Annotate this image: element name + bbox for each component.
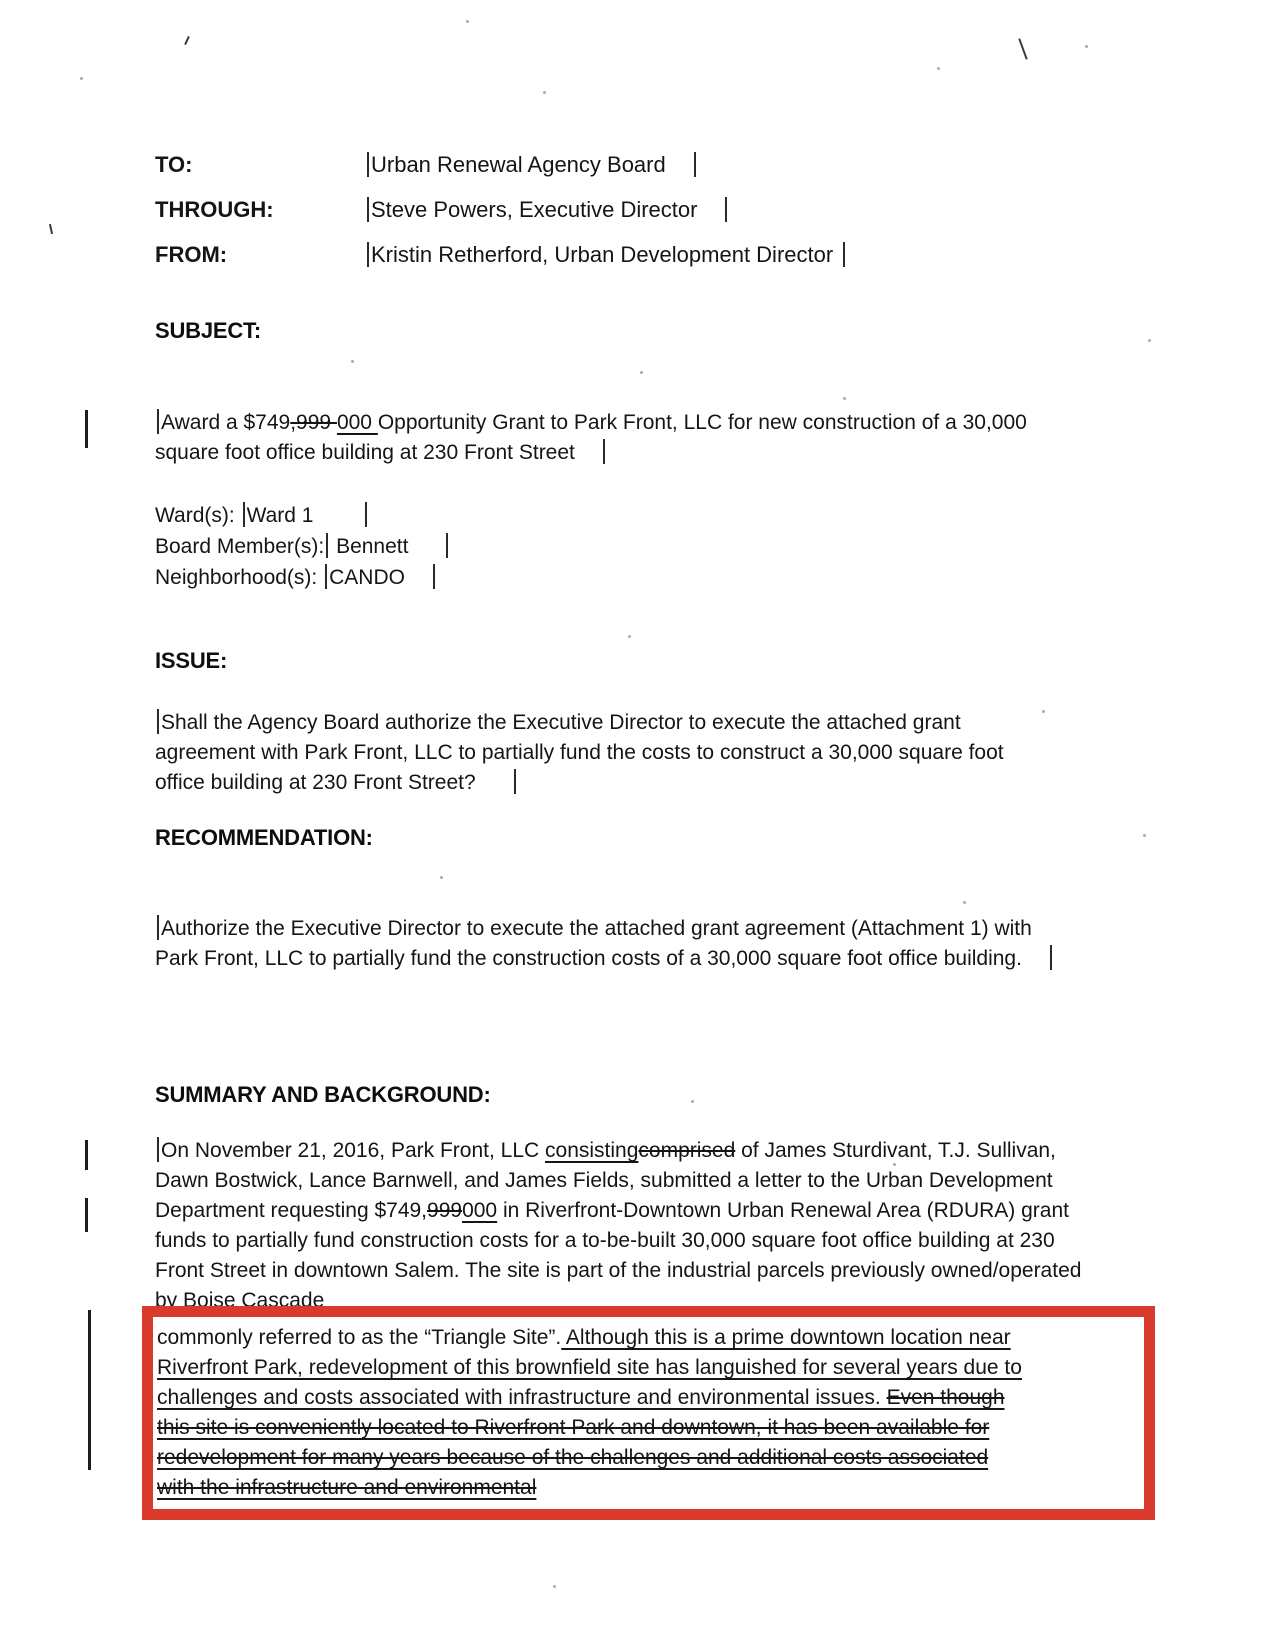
change-bar-subject xyxy=(85,410,88,448)
scan-dot xyxy=(843,397,846,400)
recommendation-paragraph xyxy=(155,914,1070,974)
scan-dot xyxy=(466,20,469,23)
scan-dot xyxy=(937,67,940,70)
summary-text-pre: On November 21, 2016, Park Front, LLC xyxy=(161,1139,546,1162)
ward-value: Ward 1 xyxy=(246,504,314,527)
scan-mark xyxy=(157,709,159,734)
scan-mark xyxy=(157,409,159,434)
neighborhood-label: Neighborhood(s): xyxy=(155,566,318,589)
details-block xyxy=(155,500,450,593)
scan-dot xyxy=(1148,339,1151,342)
highlight-deleted-text: Even though this site is conveniently located to Riverfront Park and downtown, it has been available for redevelopment for many years because of the challenges and additional costs associated with the infrastructure and environmental xyxy=(157,1386,1005,1499)
from-value: Kristin Retherford, Urban Development Director xyxy=(371,242,834,267)
scan-dot xyxy=(553,1585,556,1588)
scan-mark xyxy=(843,242,845,267)
change-bar-summary-2 xyxy=(85,1198,88,1232)
recommendation-heading: RECOMMENDATION: xyxy=(155,825,373,850)
change-bar-summary-1 xyxy=(85,1140,88,1170)
ward-line xyxy=(155,500,450,531)
summary-inserted-amount: 000 xyxy=(462,1199,498,1222)
scan-mark xyxy=(725,197,727,222)
scan-dot xyxy=(640,371,643,374)
recommendation-text: Authorize the Executive Director to execute the attached grant agreement (Attachment 1) with Park Front, LLC to partially fund the construction costs of a 30,000 square foot office building. xyxy=(155,917,1032,970)
summary-text-mid: of James Sturdivant, T.J. Sullivan, Dawn Bostwick, Lance Barnwell, and James Fields, submitted a letter to the Urban Development Department requesting $749, xyxy=(155,1139,1056,1222)
scan-dot xyxy=(691,1100,694,1103)
subject-heading: SUBJECT: xyxy=(155,318,261,343)
memo-header-row-from xyxy=(155,242,847,268)
through-label: THROUGH: xyxy=(155,197,274,222)
scan-tick-mark xyxy=(184,36,190,45)
scan-mark xyxy=(326,533,328,558)
memo-header-row-through xyxy=(155,197,847,223)
scan-mark xyxy=(365,502,367,527)
board-member-label: Board Member(s): xyxy=(155,535,325,558)
scan-dot xyxy=(963,901,966,904)
to-label: TO: xyxy=(155,152,193,177)
memo-header xyxy=(155,152,847,287)
highlight-plain-text: commonly referred to as the “Triangle Site”. xyxy=(157,1326,562,1349)
through-value: Steve Powers, Executive Director xyxy=(371,197,698,222)
neighborhood-value: CANDO xyxy=(329,566,405,589)
scan-dot xyxy=(80,77,83,80)
subject-inserted-amount: 000 xyxy=(336,411,378,434)
scan-mark xyxy=(1050,945,1052,970)
summary-inserted-word: consisting xyxy=(545,1139,639,1162)
subject-deleted-amount: ,999 xyxy=(290,411,337,434)
scan-dot xyxy=(543,91,546,94)
scan-mark xyxy=(514,769,516,794)
memo-header-row-to xyxy=(155,152,847,178)
scan-dot xyxy=(628,635,631,638)
scan-mark xyxy=(157,915,159,940)
scan-mark xyxy=(367,197,369,222)
ward-label: Ward(s): xyxy=(155,504,235,527)
issue-text: Shall the Agency Board authorize the Executive Director to execute the attached grant agreement with Park Front, LLC to partially fund the costs to construct a 30,000 square foot office building at 230 Front Street? xyxy=(155,711,1004,794)
scan-mark xyxy=(157,1137,159,1162)
scan-dot xyxy=(1085,45,1088,48)
scan-apostrophe-mark xyxy=(49,224,53,234)
scan-mark xyxy=(325,564,327,589)
neighborhood-line xyxy=(155,562,450,593)
issue-paragraph xyxy=(155,708,1045,798)
to-value-wrap xyxy=(365,152,698,178)
scan-mark xyxy=(243,502,245,527)
scan-mark xyxy=(367,242,369,267)
subject-text-post: Opportunity Grant to Park Front, LLC for new construction of a 30,000 square foot office building at 230 Front Street xyxy=(155,411,1027,464)
board-member-value: Bennett xyxy=(336,535,409,558)
subject-paragraph xyxy=(155,408,1085,468)
from-value-wrap xyxy=(365,242,847,268)
scan-mark xyxy=(446,533,448,558)
change-bar-highlight xyxy=(88,1310,91,1470)
scan-mark xyxy=(367,152,369,177)
scan-mark xyxy=(603,439,605,464)
summary-deleted-amount: 999 xyxy=(427,1199,463,1222)
summary-paragraph xyxy=(155,1136,1095,1316)
scan-dot xyxy=(1143,834,1146,837)
scan-dot xyxy=(440,876,443,879)
scan-mark xyxy=(694,152,696,177)
to-value: Urban Renewal Agency Board xyxy=(371,152,666,177)
summary-deleted-word: comprised xyxy=(638,1139,736,1162)
board-member-line xyxy=(155,531,450,562)
summary-text-post: in Riverfront-Downtown Urban Renewal Area (RDURA) grant funds to partially fund construction costs for a to-be-built 30,000 square foot office building at 230 Front Street in downtown Salem. The site is part of the industrial parcels previously owned/operated by Boise Cascade xyxy=(155,1199,1082,1312)
issue-heading: ISSUE: xyxy=(155,648,228,673)
scan-dot xyxy=(351,360,354,363)
scan-backslash-mark xyxy=(1018,38,1027,59)
from-label: FROM: xyxy=(155,242,228,267)
highlight-inserted-text: Although this is a prime downtown location near Riverfront Park, redevelopment of this brownfield site has languished for several years due to challenges and costs associated with infrastructure and environmental issues. xyxy=(157,1326,1022,1409)
highlight-box xyxy=(142,1306,1155,1520)
through-value-wrap xyxy=(365,197,729,223)
scan-mark xyxy=(433,564,435,589)
summary-heading: SUMMARY AND BACKGROUND: xyxy=(155,1082,491,1107)
subject-text-pre: Award a $749 xyxy=(161,411,291,434)
